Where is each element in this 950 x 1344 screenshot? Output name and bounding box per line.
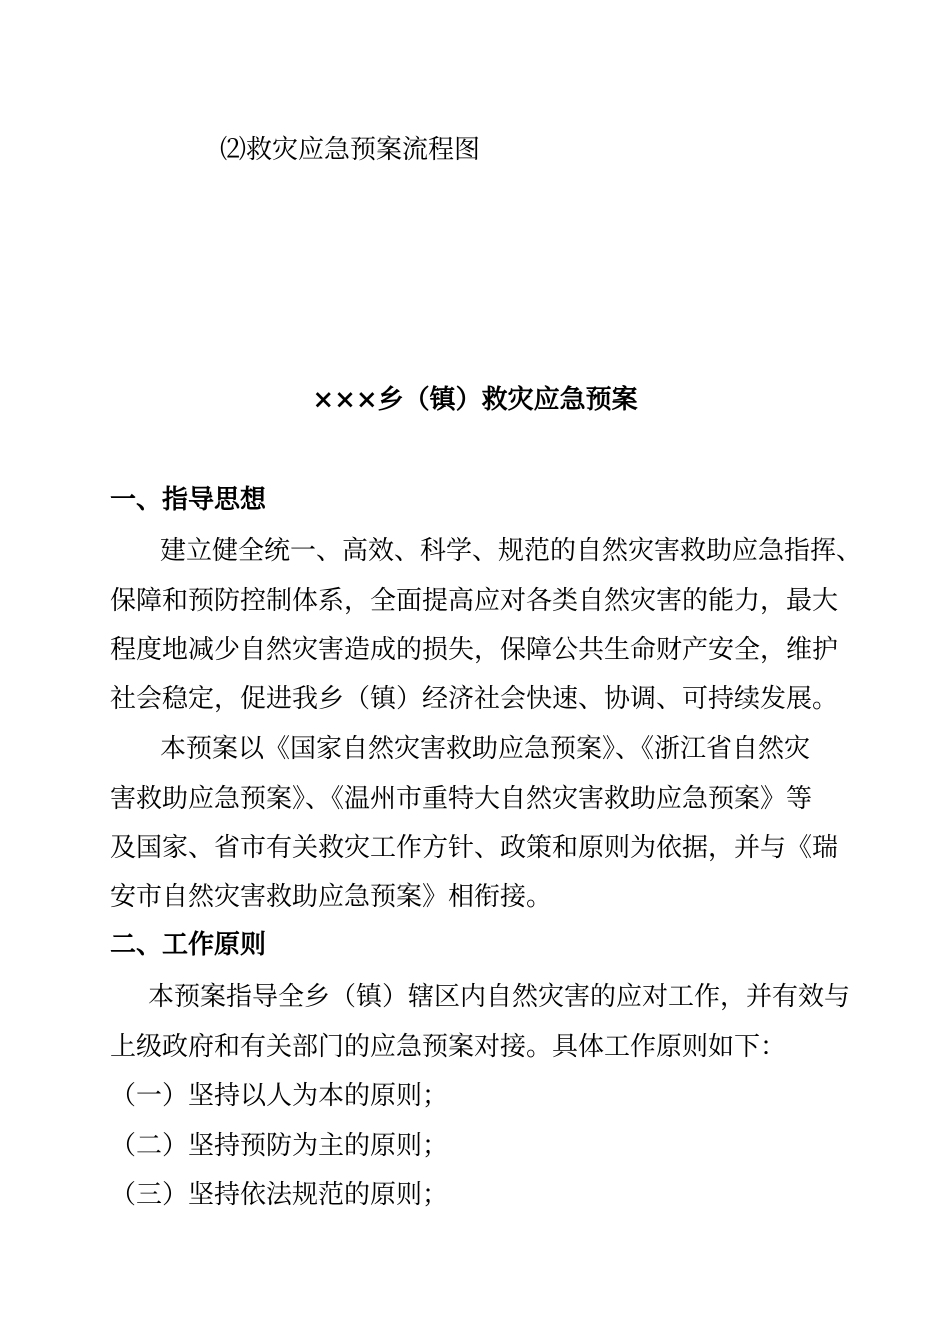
paragraph-line: 本预案以《国家自然灾害救助应急预案》、《浙江省自然灾 — [160, 734, 811, 764]
paragraph-line: 程度地减少自然灾害造成的损失，保障公共生命财产安全，维护 — [110, 635, 839, 665]
paragraph-line: 害救助应急预案》、《温州市重特大自然灾害救助应急预案》等 — [110, 784, 813, 814]
paragraph-line: 安市自然灾害救助应急预案》相衔接。 — [110, 882, 553, 912]
paragraph-line: 社会稳定，促进我乡（镇）经济社会快速、协调、可持续发展。 — [110, 684, 839, 714]
flowchart-caption: ⑵救灾应急预案流程图 — [220, 135, 481, 165]
section-heading-work-principles: 二、工作原则 — [110, 930, 267, 960]
section-heading-guiding-ideology: 一、指导思想 — [110, 485, 267, 515]
paragraph-line: 本预案指导全乡（镇）辖区内自然灾害的应对工作，并有效与 — [148, 982, 851, 1012]
principle-list-item: （三）坚持依法规范的原则； — [110, 1180, 449, 1210]
paragraph-line: 及国家、省市有关救灾工作方针、政策和原则为依据，并与《瑞 — [110, 833, 839, 863]
paragraph-line: 保障和预防控制体系，全面提高应对各类自然灾害的能力，最大 — [110, 586, 839, 616]
paragraph-line: 上级政府和有关部门的应急预案对接。具体工作原则如下： — [110, 1032, 787, 1062]
paragraph-line: 建立健全统一、高效、科学、规范的自然灾害救助应急指挥、 — [160, 536, 863, 566]
document-title: ×××乡（镇）救灾应急预案 — [312, 385, 638, 415]
principle-list-item: （一）坚持以人为本的原则； — [110, 1081, 449, 1111]
principle-list-item: （二）坚持预防为主的原则； — [110, 1131, 449, 1161]
